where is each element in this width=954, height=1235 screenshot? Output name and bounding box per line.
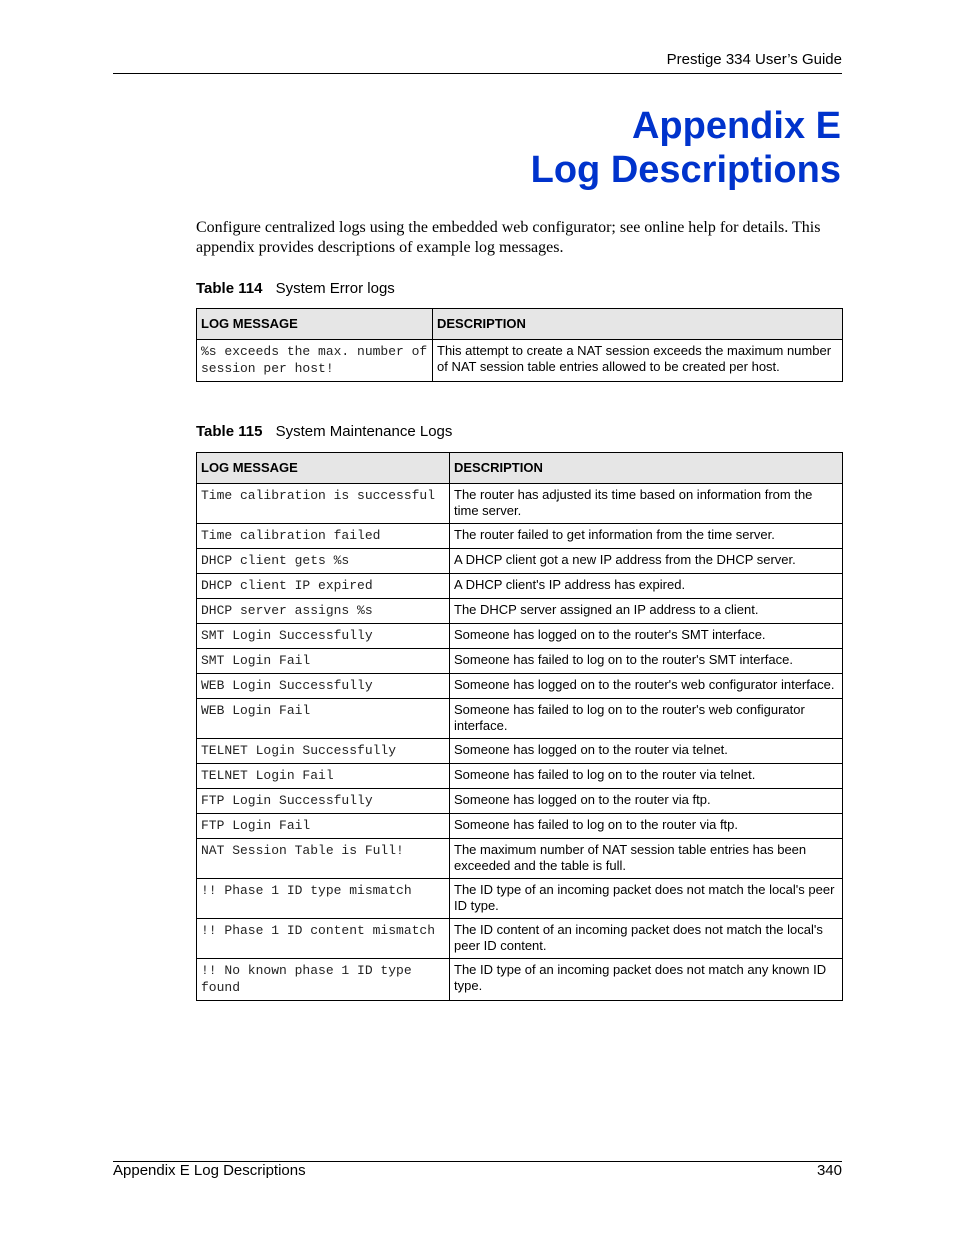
table-row: [197, 879, 843, 919]
guide-title: Prestige 334 User’s Guide: [666, 51, 842, 68]
table-row: [197, 624, 843, 649]
log-message-cell: Time calibration failed: [197, 524, 450, 549]
table-row: [197, 789, 843, 814]
chapter-title-line1: Appendix E: [631, 105, 841, 147]
table-row: [197, 959, 843, 1001]
log-message-cell: NAT Session Table is Full!: [197, 839, 450, 879]
table-114: [196, 308, 843, 382]
chapter-title: [531, 104, 841, 192]
description-cell: Someone has logged on to the router's SMT interface.: [450, 624, 843, 649]
header-rule: [113, 73, 842, 74]
log-message-cell: FTP Login Fail: [197, 814, 450, 839]
column-header-log-message: LOG MESSAGE: [197, 453, 450, 484]
table-row: [197, 839, 843, 879]
description-cell: Someone has logged on to the router via ftp.: [450, 789, 843, 814]
table-115-caption-title: System Maintenance Logs: [275, 423, 453, 440]
description-cell: The ID content of an incoming packet does not match the local's peer ID content.: [450, 919, 843, 959]
description-cell: A DHCP client's IP address has expired.: [450, 574, 843, 599]
log-message-cell: !! Phase 1 ID content mismatch: [197, 919, 450, 959]
page-number: 340: [816, 1162, 842, 1179]
description-cell: Someone has failed to log on to the router's web configurator interface.: [450, 699, 843, 739]
description-cell: Someone has logged on to the router via telnet.: [450, 739, 843, 764]
log-message-cell: DHCP client gets %s: [197, 549, 450, 574]
description-cell: This attempt to create a NAT session exceeds the maximum number of NAT session table entries allowed to be created per host.: [433, 340, 843, 382]
description-cell: A DHCP client got a new IP address from the DHCP server.: [450, 549, 843, 574]
table-row: [197, 340, 843, 382]
table-114-caption: [196, 280, 395, 297]
log-message-cell: DHCP server assigns %s: [197, 599, 450, 624]
log-message-cell: FTP Login Successfully: [197, 789, 450, 814]
description-cell: The ID type of an incoming packet does not match the local's peer ID type.: [450, 879, 843, 919]
description-cell: Someone has failed to log on to the router via ftp.: [450, 814, 843, 839]
log-message-cell: WEB Login Fail: [197, 699, 450, 739]
description-cell: The router has adjusted its time based on information from the time server.: [450, 484, 843, 524]
table-114-caption-number: Table 114: [196, 280, 263, 297]
table-row: [197, 739, 843, 764]
log-message-cell: DHCP client IP expired: [197, 574, 450, 599]
log-message-cell: !! Phase 1 ID type mismatch: [197, 879, 450, 919]
description-cell: The ID type of an incoming packet does not match any known ID type.: [450, 959, 843, 1001]
table-row: [197, 599, 843, 624]
table-row: [197, 524, 843, 549]
table-row: [197, 649, 843, 674]
log-message-cell: Time calibration is successful: [197, 484, 450, 524]
table-row: [197, 814, 843, 839]
log-message-cell: TELNET Login Successfully: [197, 739, 450, 764]
log-message-cell: TELNET Login Fail: [197, 764, 450, 789]
column-header-log-message: LOG MESSAGE: [197, 309, 433, 340]
table-header-row: [197, 309, 843, 340]
description-cell: The DHCP server assigned an IP address to a client.: [450, 599, 843, 624]
footer-section-title: Appendix E Log Descriptions: [113, 1162, 306, 1179]
log-message-cell: SMT Login Successfully: [197, 624, 450, 649]
log-message-cell: SMT Login Fail: [197, 649, 450, 674]
table-row: [197, 549, 843, 574]
description-cell: Someone has logged on to the router's web configurator interface.: [450, 674, 843, 699]
table-115: [196, 452, 843, 1001]
log-message-cell: WEB Login Successfully: [197, 674, 450, 699]
table-row: [197, 574, 843, 599]
table-header-row: [197, 453, 843, 484]
description-cell: The router failed to get information from the time server.: [450, 524, 843, 549]
intro-paragraph: Configure centralized logs using the embedded web configurator; see online help for details. This appendix provides descriptions of example log messages.: [196, 219, 821, 256]
table-115-body: [197, 484, 843, 1001]
table-row: [197, 674, 843, 699]
log-message-cell: !! No known phase 1 ID type found: [197, 959, 450, 1001]
table-row: [197, 484, 843, 524]
table-115-caption: [196, 423, 452, 440]
table-114-caption-title: System Error logs: [275, 280, 395, 297]
log-message-cell: %s exceeds the max. number of session per host!: [197, 340, 433, 382]
table-row: [197, 699, 843, 739]
description-cell: Someone has failed to log on to the router's SMT interface.: [450, 649, 843, 674]
table-row: [197, 764, 843, 789]
column-header-description: DESCRIPTION: [433, 309, 843, 340]
table-114-body: [197, 340, 843, 382]
table-115-caption-number: Table 115: [196, 423, 263, 440]
description-cell: Someone has failed to log on to the router via telnet.: [450, 764, 843, 789]
table-row: [197, 919, 843, 959]
chapter-title-line2: Log Descriptions: [530, 149, 841, 191]
column-header-description: DESCRIPTION: [450, 453, 843, 484]
description-cell: The maximum number of NAT session table entries has been exceeded and the table is full.: [450, 839, 843, 879]
